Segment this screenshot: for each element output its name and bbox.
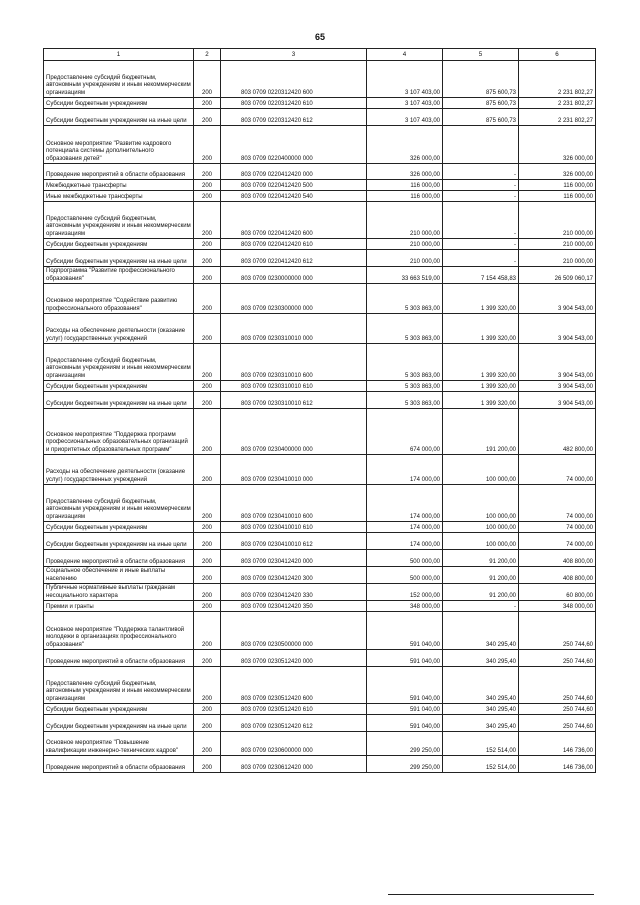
table-cell-name: Иные межбюджетные трансферты: [44, 191, 194, 202]
table-cell-name: Субсидии бюджетным учреждениям: [44, 522, 194, 533]
table-row: [44, 191, 596, 202]
table-cell-code: 200: [194, 455, 221, 485]
table-cell-v3: 408 800,00: [519, 550, 596, 567]
column-header: 5: [443, 49, 519, 61]
table-cell-name: Социальное обеспечение и иные выплаты населению: [44, 567, 194, 584]
table-cell-name: Основное мероприятие "Повышение квалификации инженерно-технических кадров": [44, 732, 194, 756]
table-cell-classification: 803 0709 0220412420 500: [221, 180, 367, 191]
table-cell-v3: 74 000,00: [519, 455, 596, 485]
table-row: [44, 109, 596, 126]
table-cell-v1: 326 000,00: [367, 164, 443, 180]
table-cell-classification: 803 0709 0230512420 600: [221, 667, 367, 704]
table-cell-v2: -: [443, 191, 519, 202]
table-cell-v3: 210 000,00: [519, 202, 596, 239]
table-cell-v2: 191 200,00: [443, 409, 519, 455]
table-cell-v2: 340 295,40: [443, 667, 519, 704]
table-cell-v1: 299 250,00: [367, 732, 443, 756]
table-cell-name: Основное мероприятие "Поддержка программ профессиональных образовательных организаций и приоритетных образовательных программ": [44, 409, 194, 455]
table-cell-v3: 2 231 802,27: [519, 98, 596, 109]
table-cell-v3: 326 000,00: [519, 164, 596, 180]
table-cell-classification: 803 0709 0220412420 612: [221, 250, 367, 267]
table-cell-classification: 803 0709 0220400000 000: [221, 126, 367, 164]
table-cell-v1: 591 040,00: [367, 704, 443, 715]
table-cell-v3: 326 000,00: [519, 126, 596, 164]
table-cell-name: Предоставление субсидий бюджетным, автономным учреждениям и иным некоммерческим организациям: [44, 202, 194, 239]
column-header: 2: [194, 49, 221, 61]
table-cell-classification: 803 0709 0230310010 610: [221, 381, 367, 392]
table-cell-name: Субсидии бюджетным учреждениям на иные цели: [44, 715, 194, 732]
table-cell-code: 200: [194, 756, 221, 773]
table-cell-v1: 174 000,00: [367, 533, 443, 550]
table-cell-v1: 5 303 863,00: [367, 344, 443, 381]
table-cell-code: 200: [194, 667, 221, 704]
table-cell-v1: 674 000,00: [367, 409, 443, 455]
table-cell-v1: 591 040,00: [367, 612, 443, 650]
table-cell-v2: 91 200,00: [443, 550, 519, 567]
table-cell-name: Субсидии бюджетным учреждениям: [44, 239, 194, 250]
table-row: [44, 567, 596, 584]
table-cell-v2: 340 295,40: [443, 715, 519, 732]
table-cell-name: Предоставление субсидий бюджетным, автономным учреждениям и иным некоммерческим организациям: [44, 667, 194, 704]
table-cell-v2: -: [443, 164, 519, 180]
table-cell-v3: 60 800,00: [519, 584, 596, 601]
table-cell-name: Проведение мероприятий в области образования: [44, 650, 194, 667]
table-cell-code: 200: [194, 584, 221, 601]
table-cell-classification: 803 0709 0230500000 000: [221, 612, 367, 650]
table-cell-v3: 146 736,00: [519, 756, 596, 773]
table-cell-code: 200: [194, 98, 221, 109]
table-cell-v2: 340 295,40: [443, 612, 519, 650]
table-cell-v3: 482 800,00: [519, 409, 596, 455]
table-cell-code: 200: [194, 601, 221, 612]
column-header: 4: [367, 49, 443, 61]
table-row: [44, 732, 596, 756]
table-row: [44, 601, 596, 612]
table-cell-classification: 803 0709 0230300000 000: [221, 284, 367, 314]
table-cell-v2: [443, 126, 519, 164]
table-row: [44, 667, 596, 704]
table-cell-classification: 803 0709 0230412420 000: [221, 550, 367, 567]
table-cell-v2: 340 295,40: [443, 704, 519, 715]
table-row: [44, 409, 596, 455]
table-row: [44, 180, 596, 191]
table-cell-classification: 803 0709 0220312420 600: [221, 61, 367, 98]
table-cell-name: Субсидии бюджетным учреждениям на иные цели: [44, 392, 194, 409]
table-header-row: [44, 49, 596, 61]
table-cell-v1: 3 107 403,00: [367, 109, 443, 126]
table-cell-name: Основное мероприятие "Поддержка талантливой молодежи в организациях профессионального образования": [44, 612, 194, 650]
table-cell-v1: 174 000,00: [367, 455, 443, 485]
table-cell-v1: 591 040,00: [367, 667, 443, 704]
table-row: [44, 381, 596, 392]
table-cell-code: 200: [194, 202, 221, 239]
table-cell-name: Субсидии бюджетным учреждениям на иные цели: [44, 533, 194, 550]
table-cell-classification: 803 0709 0230412420 330: [221, 584, 367, 601]
table-cell-name: Проведение мероприятий в области образования: [44, 164, 194, 180]
table-cell-v2: 152 514,00: [443, 732, 519, 756]
table-cell-v3: 250 744,60: [519, 612, 596, 650]
table-cell-v1: 5 303 863,00: [367, 381, 443, 392]
table-cell-v1: 5 303 863,00: [367, 284, 443, 314]
table-row: [44, 239, 596, 250]
table-cell-code: 200: [194, 314, 221, 344]
table-cell-v3: 250 744,60: [519, 704, 596, 715]
table-cell-v3: 210 000,00: [519, 239, 596, 250]
table-cell-v1: 33 663 519,00: [367, 267, 443, 284]
table-cell-v1: 591 040,00: [367, 715, 443, 732]
table-cell-name: Предоставление субсидий бюджетным, автономным учреждениям и иным некоммерческим организациям: [44, 61, 194, 98]
table-cell-v2: 1 399 320,00: [443, 392, 519, 409]
table-cell-v1: 3 107 403,00: [367, 61, 443, 98]
table-cell-v3: 3 904 543,00: [519, 284, 596, 314]
table-row: [44, 284, 596, 314]
table-cell-v2: -: [443, 601, 519, 612]
table-cell-v1: 591 040,00: [367, 650, 443, 667]
column-header: 6: [519, 49, 596, 61]
table-cell-classification: 803 0709 0230512420 000: [221, 650, 367, 667]
table-cell-code: 200: [194, 533, 221, 550]
table-cell-code: 200: [194, 550, 221, 567]
table-cell-code: 200: [194, 381, 221, 392]
page-number: 65: [314, 32, 325, 42]
table-cell-code: 200: [194, 180, 221, 191]
table-row: [44, 704, 596, 715]
table-cell-classification: 803 0709 0230310010 000: [221, 314, 367, 344]
table-cell-code: 200: [194, 61, 221, 98]
table-row: [44, 164, 596, 180]
table-cell-classification: 803 0709 0230410010 000: [221, 455, 367, 485]
table-cell-name: Предоставление субсидий бюджетным, автономным учреждениям и иным некоммерческим организациям: [44, 344, 194, 381]
table-cell-v1: 210 000,00: [367, 250, 443, 267]
table-cell-name: Субсидии бюджетным учреждениям: [44, 98, 194, 109]
table-cell-code: 200: [194, 485, 221, 522]
table-row: [44, 314, 596, 344]
table-cell-v1: 174 000,00: [367, 485, 443, 522]
table-row: [44, 756, 596, 773]
table-cell-name: Межбюджетные трансферты: [44, 180, 194, 191]
table-cell-code: 200: [194, 392, 221, 409]
table-cell-v2: 100 000,00: [443, 455, 519, 485]
table-cell-v3: 146 736,00: [519, 732, 596, 756]
table-cell-v1: 116 000,00: [367, 191, 443, 202]
table-cell-classification: 803 0709 0230600000 000: [221, 732, 367, 756]
table-cell-classification: 803 0709 0230400000 000: [221, 409, 367, 455]
table-row: [44, 612, 596, 650]
table-cell-v2: 1 399 320,00: [443, 314, 519, 344]
table-row: [44, 455, 596, 485]
table-cell-classification: 803 0709 0230612420 000: [221, 756, 367, 773]
table-cell-v2: -: [443, 250, 519, 267]
table-cell-code: 200: [194, 522, 221, 533]
column-header: 1: [44, 49, 194, 61]
table-cell-classification: 803 0709 0220312420 612: [221, 109, 367, 126]
table-cell-code: 200: [194, 239, 221, 250]
table-cell-code: 200: [194, 409, 221, 455]
table-row: [44, 650, 596, 667]
table-cell-v1: 326 000,00: [367, 126, 443, 164]
table-cell-v3: 3 904 543,00: [519, 381, 596, 392]
table-cell-code: 200: [194, 650, 221, 667]
table-cell-v1: 348 000,00: [367, 601, 443, 612]
table-cell-name: Расходы на обеспечение деятельности (оказание услуг) государственных учреждений: [44, 314, 194, 344]
table-row: [44, 61, 596, 98]
table-cell-code: 200: [194, 612, 221, 650]
table-cell-v2: 100 000,00: [443, 522, 519, 533]
table-cell-classification: 803 0709 0230412420 350: [221, 601, 367, 612]
table-cell-v1: 5 303 863,00: [367, 392, 443, 409]
table-cell-code: 200: [194, 344, 221, 381]
table-cell-v3: 3 904 543,00: [519, 392, 596, 409]
table-cell-name: Основное мероприятие "Развитие кадрового потенциала системы дополнительного образования детей": [44, 126, 194, 164]
table-cell-code: 200: [194, 704, 221, 715]
table-cell-v2: 875 600,73: [443, 98, 519, 109]
table-row: [44, 267, 596, 284]
table-cell-v1: 5 303 863,00: [367, 314, 443, 344]
table-cell-v1: 152 000,00: [367, 584, 443, 601]
table-cell-v2: 875 600,73: [443, 109, 519, 126]
table-cell-v3: 250 744,60: [519, 667, 596, 704]
table-cell-code: 200: [194, 267, 221, 284]
table-cell-v1: 299 250,00: [367, 756, 443, 773]
table-cell-classification: 803 0709 0230512420 612: [221, 715, 367, 732]
table-row: [44, 126, 596, 164]
table-cell-v3: 250 744,60: [519, 650, 596, 667]
table-cell-v1: 210 000,00: [367, 202, 443, 239]
table-cell-classification: 803 0709 0230310010 600: [221, 344, 367, 381]
table-cell-name: Расходы на обеспечение деятельности (оказание услуг) государственных учреждений: [44, 455, 194, 485]
table-row: [44, 533, 596, 550]
table-cell-v1: 3 107 403,00: [367, 98, 443, 109]
table-cell-code: 200: [194, 164, 221, 180]
table-cell-classification: 803 0709 0230410010 610: [221, 522, 367, 533]
table-cell-classification: 803 0709 0220412420 540: [221, 191, 367, 202]
table-cell-v2: 1 399 320,00: [443, 381, 519, 392]
table-body: [44, 61, 596, 773]
table-cell-v1: 174 000,00: [367, 522, 443, 533]
table-row: [44, 344, 596, 381]
table-cell-code: 200: [194, 284, 221, 314]
table-cell-name: Субсидии бюджетным учреждениям на иные цели: [44, 109, 194, 126]
table-cell-name: Субсидии бюджетным учреждениям на иные цели: [44, 250, 194, 267]
table-cell-v3: 408 800,00: [519, 567, 596, 584]
table-cell-name: Предоставление субсидий бюджетным, автономным учреждениям и иным некоммерческим организациям: [44, 485, 194, 522]
table-cell-v3: 210 000,00: [519, 250, 596, 267]
table-cell-v2: -: [443, 202, 519, 239]
table-cell-v2: 1 399 320,00: [443, 284, 519, 314]
table-cell-v3: 3 904 543,00: [519, 314, 596, 344]
signature-line: [388, 894, 594, 895]
table-cell-v3: 74 000,00: [519, 485, 596, 522]
table-cell-name: Проведение мероприятий в области образования: [44, 550, 194, 567]
table-cell-classification: 803 0709 0230410010 612: [221, 533, 367, 550]
table-cell-classification: 803 0709 0230310010 612: [221, 392, 367, 409]
table-cell-v3: 348 000,00: [519, 601, 596, 612]
table-cell-v2: -: [443, 239, 519, 250]
table-cell-classification: 803 0709 0220312420 610: [221, 98, 367, 109]
table-cell-code: 200: [194, 250, 221, 267]
table-cell-v3: 74 000,00: [519, 522, 596, 533]
table-row: [44, 485, 596, 522]
table-cell-classification: 803 0709 0230512420 610: [221, 704, 367, 715]
table-cell-classification: 803 0709 0230412420 300: [221, 567, 367, 584]
table-row: [44, 250, 596, 267]
table-cell-v2: -: [443, 180, 519, 191]
table-cell-name: Публичные нормативные выплаты гражданам несоциального характера: [44, 584, 194, 601]
column-header: 3: [221, 49, 367, 61]
table-cell-code: 200: [194, 732, 221, 756]
table-cell-v1: 500 000,00: [367, 567, 443, 584]
table-row: [44, 522, 596, 533]
table-cell-code: 200: [194, 715, 221, 732]
table-cell-classification: 803 0709 0230410010 600: [221, 485, 367, 522]
table-row: [44, 584, 596, 601]
table-cell-v2: 100 000,00: [443, 485, 519, 522]
table-cell-v3: 74 000,00: [519, 533, 596, 550]
table-cell-name: Премии и гранты: [44, 601, 194, 612]
table-cell-code: 200: [194, 191, 221, 202]
table-cell-name: Субсидии бюджетным учреждениям: [44, 704, 194, 715]
table-row: [44, 550, 596, 567]
table-cell-v3: 116 000,00: [519, 191, 596, 202]
table-cell-classification: 803 0709 0220412420 600: [221, 202, 367, 239]
table-cell-v2: 7 154 458,83: [443, 267, 519, 284]
table-cell-classification: 803 0709 0230000000 000: [221, 267, 367, 284]
table-cell-name: Основное мероприятие "Содействие развитию профессионального образования": [44, 284, 194, 314]
table-row: [44, 98, 596, 109]
table-cell-classification: 803 0709 0220412420 000: [221, 164, 367, 180]
table-cell-name: Проведение мероприятий в области образования: [44, 756, 194, 773]
table-cell-v3: 26 509 060,17: [519, 267, 596, 284]
table-cell-name: Субсидии бюджетным учреждениям: [44, 381, 194, 392]
table-cell-v2: 91 200,00: [443, 567, 519, 584]
table-cell-v2: 100 000,00: [443, 533, 519, 550]
table-cell-v2: 1 399 320,00: [443, 344, 519, 381]
table-cell-v2: 152 514,00: [443, 756, 519, 773]
table-cell-v2: 875 600,73: [443, 61, 519, 98]
budget-table: [43, 48, 596, 773]
table-cell-v1: 500 000,00: [367, 550, 443, 567]
table-cell-code: 200: [194, 567, 221, 584]
table-cell-v3: 116 000,00: [519, 180, 596, 191]
table-cell-code: 200: [194, 109, 221, 126]
table-cell-v3: 2 231 802,27: [519, 61, 596, 98]
table-cell-code: 200: [194, 126, 221, 164]
table-cell-v2: 340 295,40: [443, 650, 519, 667]
table-cell-v2: 91 200,00: [443, 584, 519, 601]
table-cell-v1: 210 000,00: [367, 239, 443, 250]
table-cell-v1: 116 000,00: [367, 180, 443, 191]
table-cell-name: Подпрограмма "Развитие профессионального образования": [44, 267, 194, 284]
table-cell-v3: 2 231 802,27: [519, 109, 596, 126]
table-cell-v3: 3 904 543,00: [519, 344, 596, 381]
table-cell-v3: 250 744,60: [519, 715, 596, 732]
table-row: [44, 392, 596, 409]
table-row: [44, 715, 596, 732]
table-cell-classification: 803 0709 0220412420 610: [221, 239, 367, 250]
table-row: [44, 202, 596, 239]
